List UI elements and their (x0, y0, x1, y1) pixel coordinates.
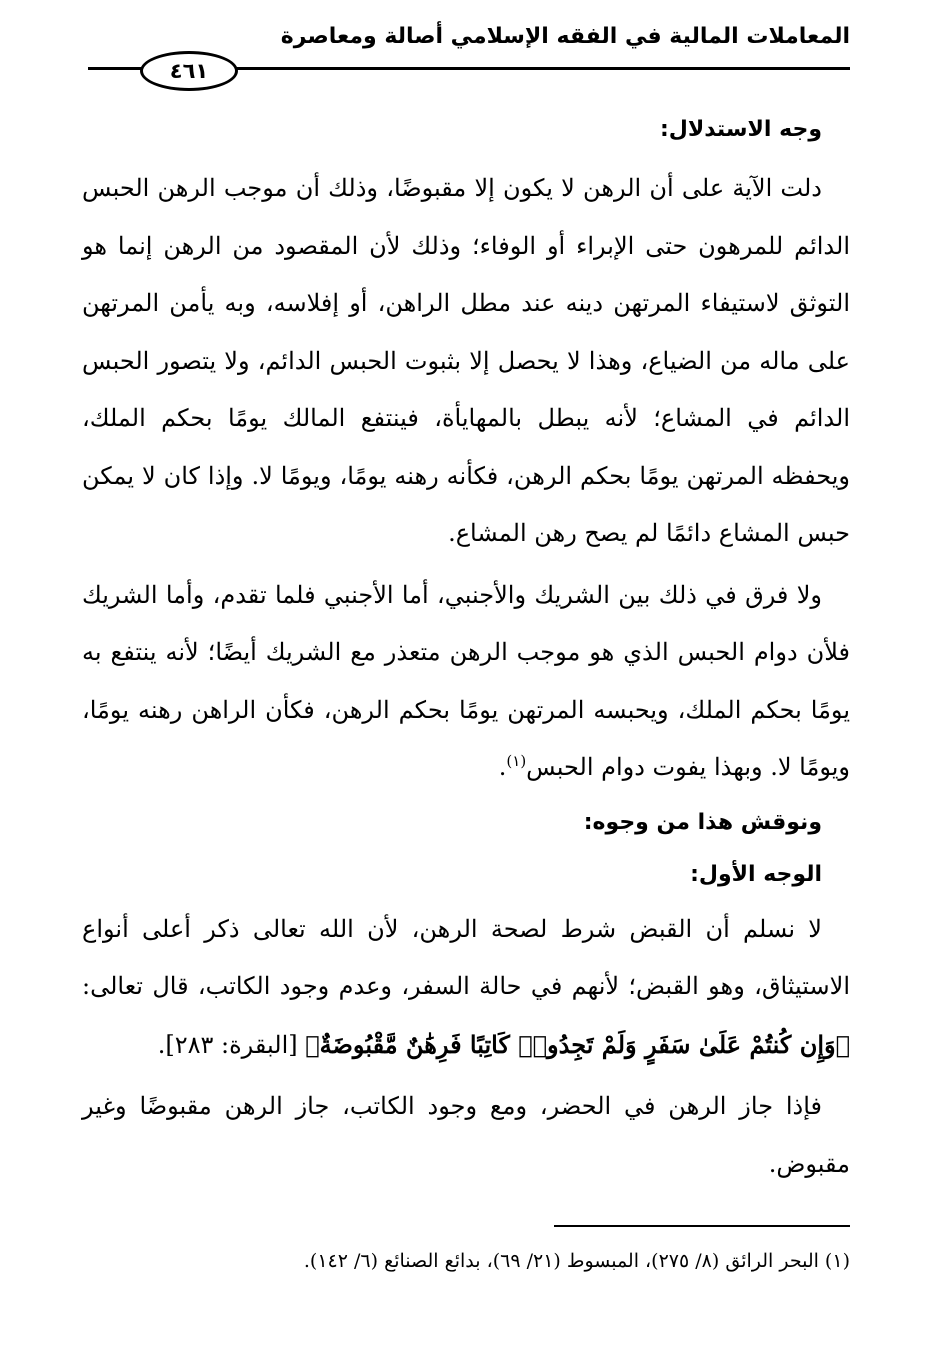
paragraph: دلت الآية على أن الرهن لا يكون إلا مقبوضًا، وذلك أن موجب الرهن الحبس الدائم للمرهون حتى الإبراء أو الوفاء؛ وذلك لأن المقصود من الرهن إنما هو التوثق لاستيفاء المرتهن دينه عند مطل الراهن، أو إفلاسه، وبه يأمن المرتهن على ماله من الضياع، وهذا لا يحصل إلا بثبوت الحبس الدائم، ولا يتصور الحبس الدائم في المشاع؛ لأنه يبطل بالمهايأة، فينتفع المالك يومًا بحكم الملك، ويحفظه المرتهن يومًا بحكم الرهن، فكأنه رهنه يومًا، ويومًا لا. وإذا كان لا يمكن حبس المشاع دائمًا لم يصح رهن المشاع. (82, 174, 850, 547)
page-number: ٤٦١ (140, 51, 238, 91)
paragraph (82, 901, 850, 1075)
section-heading: وجه الاستدلال: (659, 117, 822, 142)
paragraph-text: لا نسلم أن القبض شرط لصحة الرهن، لأن الله تعالى ذكر أعلى أنواع الاستيثاق، وهو القبض؛ لأنهم في حالة السفر، وعدم وجود الكاتب، قال تعالى: (82, 914, 850, 1000)
footnote-rule (554, 1225, 850, 1227)
paragraph-text: ولا فرق في ذلك بين الشريك والأجنبي، أما الأجنبي فلما تقدم، وأما الشريك فلأن دوام الحبس الذي هو موجب الرهن متعذر مع الشريك أيضًا؛ لأنه ينتفع به يومًا بحكم الملك، ويحبسه المرتهن يومًا بحكم الرهن، فكأن الراهن رهنه يومًا، ويومًا لا. وبهذا يفوت دوام الحبس (82, 580, 850, 781)
footnote-marker[interactable]: (١) (506, 752, 527, 770)
quran-verse: ﴿وَإِن كُنتُمْ عَلَىٰ سَفَرٍ وَلَمْ تَجِدُوا۟ كَاتِبًا فَرِهَٰنٌ مَّقْبُوضَةٌ﴾ (305, 1029, 850, 1059)
running-title: المعاملات المالية في الفقه الإسلامي أصالة ومعاصرة (280, 24, 850, 49)
paragraph: فإذا جاز الرهن في الحضر، ومع وجود الكاتب، جاز الرهن مقبوضًا وغير مقبوض. (82, 1092, 850, 1178)
section-heading: ونوقش هذا من وجوه: (583, 809, 822, 835)
main-text (82, 104, 850, 1193)
footnote: (١) البحر الرائق (٨/ ٢٧٥)، المبسوط (٢١/ ٦٩)، بدائع الصنائع (٦/ ١٤٢). (303, 1250, 850, 1272)
paragraph (82, 567, 850, 797)
paragraph-end: . (498, 753, 507, 781)
verse-reference: [البقرة: ٢٨٣]. (157, 1030, 298, 1059)
section-heading: الوجه الأول: (690, 861, 822, 887)
